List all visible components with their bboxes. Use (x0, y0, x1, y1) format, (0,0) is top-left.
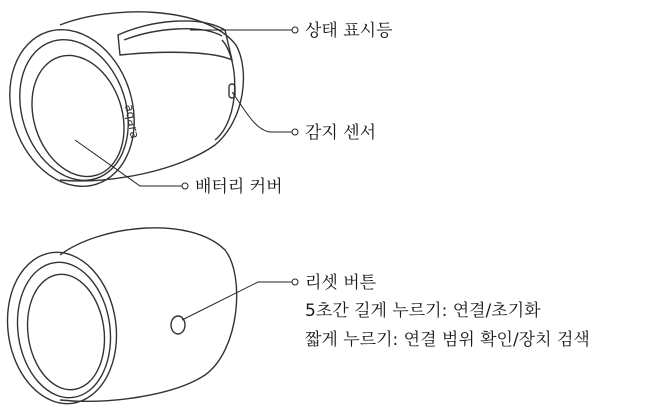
label-reset-short-press: 짧게 누르기: 연결 범위 확인/장치 검색 (305, 330, 590, 350)
bottom-leaders (182, 279, 298, 320)
leader-reset-dot (292, 279, 298, 285)
reset-button-hole (171, 316, 185, 334)
top-leaders (75, 27, 298, 189)
bottom-device (0, 228, 237, 411)
status-indicator-window (118, 21, 232, 60)
leader-reset (182, 282, 295, 320)
top-device-logo: aqara (122, 103, 142, 140)
label-reset-long-press: 5초간 길게 누르기: 연결/초기화 (305, 301, 541, 321)
label-motion-sensor: 감지 센서 (305, 123, 377, 143)
top-device (0, 12, 243, 203)
leader-sensor-dot (292, 129, 298, 135)
label-status-indicator: 상태 표시등 (305, 21, 393, 41)
leader-status-dot (292, 27, 298, 33)
label-battery-cover: 배터리 커버 (195, 177, 283, 197)
label-reset-button: 리셋 버튼 (305, 273, 377, 293)
leader-cover-dot (182, 183, 188, 189)
bottom-device-body (60, 228, 237, 401)
bottom-front-face-rim (9, 256, 119, 403)
bottom-front-face-outer (0, 245, 126, 411)
